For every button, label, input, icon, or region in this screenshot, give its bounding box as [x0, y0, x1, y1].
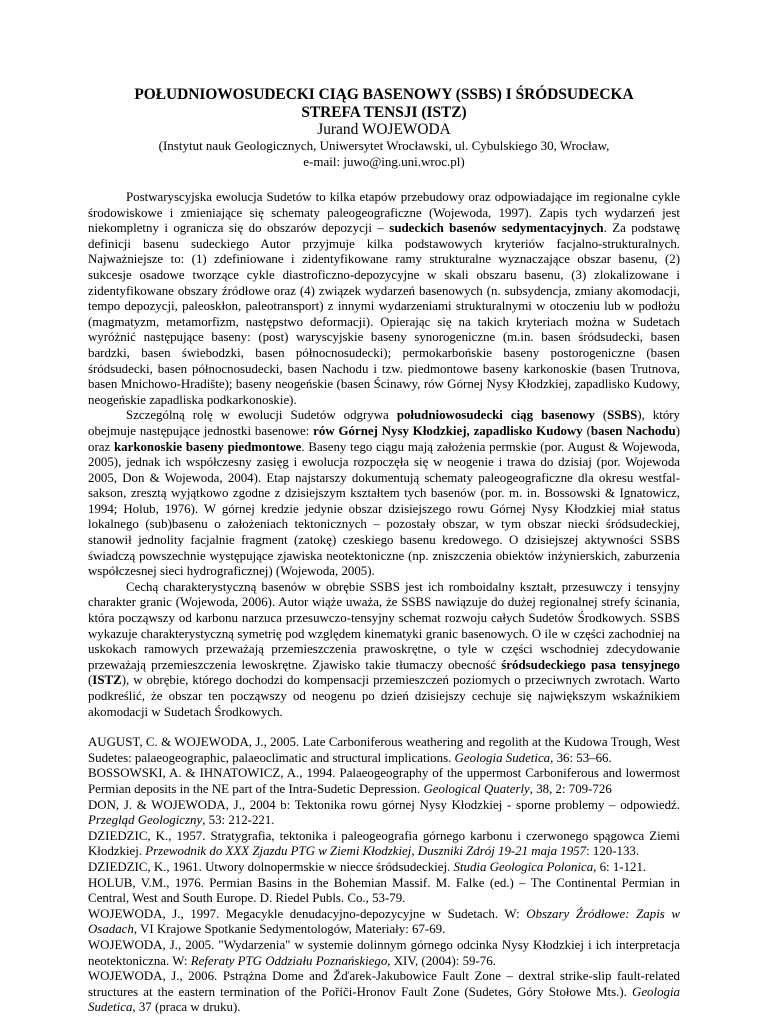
reference-text: , 36: 53–66. — [550, 750, 612, 765]
text-span: ( — [594, 408, 608, 423]
reference-item — [88, 829, 680, 860]
text-span: . Za podstawę definicji basenu sudeckiego Autor przyjmuje kilka podstawowych kryteriów facjalno-strukturalnych. Najważniejsze to: (1) zdefiniowane i zidentyfikowane ramy strukturalne wyznaczające obszar basenu, (2) sukcesje osadowe tworzące cykle diastroficzno-depozycyjne w skali obszaru basenu, (3) zlokalizowane i zidentyfikowane obszary źródłowe oraz (4) związek wydarzeń basenowych (n. subsydencja, zmiany akomodacji, tempo depozycji, paleoskłon, paleotransport) z innymi wydarzeniami strukturalnymi w otoczeniu lub w podłożu (magmatyzm, metamorfizm, następstwo deformacji). Opierając się na takich kryteriach można w Sudetach wyróżnić następujące baseny: (post) waryscyjskie baseny synorogeniczne (m.in. basen śródsudecki, basen bardzki, basen świebodzki, basen północnosudecki); permokarbońskie baseny postorogeniczne (basen śródsudecki, basen północnosudecki, basen Nachodu i tzw. piedmontowe baseny karkonoskie (basen Trutnova, basen Mnichowo-Hradište); baseny neogeńskie (basen Ścinawy, rów Górnej Nysy Kłodzkiej, zapadlisko Kudowy, neogeńskie zapadliska podkarkonoskie). — [88, 221, 680, 407]
reference-text: , 37 (praca w druku). — [132, 1000, 241, 1015]
reference-item — [88, 798, 680, 829]
reference-item — [88, 876, 680, 907]
bold-term: SSBS — [607, 408, 638, 423]
reference-text: HOLUB, V.M., 1976. Permian Basins in the Bohemian Massif. M. Falke (ed.) – The Continental Permian in Central, West and South Europe. D. Riedel Publs. Co., 53-79. — [88, 875, 680, 906]
reference-text: AUGUST, C. & WOJEWODA, J., 2005. Late Carboniferous weathering and regolith at the Kudowa Trough, West Sudetes: palaeogeographic, palaeoclimatic and structural implications. — [88, 735, 680, 765]
text-span: ( — [88, 673, 93, 688]
reference-text: WOJEWODA, J., 2006. Pstrążna Dome and Žďarek-Jakubowice Fault Zone – dextral strike-slip fault-related structures at the eastern termination of the Poříči-Hronov Fault Zone (Sudetes, Góry Stołowe Mts.). — [88, 969, 680, 999]
reference-item — [88, 969, 680, 1016]
text-span: . Baseny tego ciągu mają założenia permskie (por. August & Wojewoda, 2005), jednak ich współczesny zasięg i ewolucja rozpoczęła się w neogenie i trawa do dzisiaj (por. Wojewoda 2005, Don & Wojewoda, 2004). Etap najstarszy dokumentują schematy paleogeograficzne dla okresu westfal-sakson, zresztą wyjątkowo zgodne z dzisiejszym kształtem tych basenów (por. m. in. Bossowski & Ignatowicz, 1994; Holub, 1976). W górnej kredzie jedynie obszar dzisiejszego rowu Górnej Nysy Kłodzkiej miał status lokalnego (sub)basenu o założeniach tektonicznych – pozostały obszar, w tym obszar niecki śródsudeckiej, stanowił jednolity facjalnie fragment (zatokę) czeskiego basenu kredowego. O dzisiejszej aktywności SSBS świadczą powszechnie występujące zjawiska neotektoniczne (np. zniszczenia obiektów inżynierskich, zaburzenia współczesnej sieci hydrograficznej) (Wojewoda, 2005). — [88, 439, 680, 579]
paragraph-3 — [88, 580, 680, 720]
author-name: Jurand WOJEWODA — [317, 121, 451, 138]
reference-item — [88, 735, 680, 766]
reference-source: Referaty PTG Oddziału Poznańskiego, — [190, 953, 391, 968]
reference-text: , VI Krajowe Spotkanie Sedymentologów, Materiały: 67-69. — [133, 922, 446, 937]
reference-source: Przegląd Geologiczny — [88, 813, 203, 828]
text-span: Postwaryscyjska ewolucja Sudetów to kilka etapów przebudowy oraz odpowiadające im regionalne cykle środowiskowe i zmieniające się schematy paleogeograficzne (Wojewoda, 1997). Zapis tych wydarzeń jest niekompletny i ogranicza się do obszarów depozycji – — [88, 190, 680, 236]
paragraph-2 — [88, 408, 680, 580]
abstract-body — [88, 190, 680, 720]
text-span: Cechą charakterystyczną basenów w obrębie SSBS jest ich romboidalny kształt, przesuwczy i tensyjny charakter granic (Wojewoda, 2006). Autor wiąże uważa, że SSBS nawiązuje do dużej regionalnej strefy ścinania, która począwszy od karbonu narzuca przesuwczo-tensyjny schemat rozwoju całych Sudetów Środkowych. SSBS wykazuje charakterystyczną symetrię pod względem kinematyki granic basenowych. O ile w części zachodniej na uskokach ramowych przeważają przemieszczenia prawoskrętne, o tyle w części wschodniej zdecydowanie przeważają przemieszczenia lewoskrętne. Zjawisko takie tłumaczy obecność — [88, 579, 680, 672]
reference-text: , 6: 1-121. — [593, 859, 647, 874]
text-span: ), w obrębie, którego dochodzi do kompensacji przemieszczeń poziomych o przeciwnych zwrotach. Warto podkreślić, że obszar ten począwszy od neogenu po dzień dzisiejszy cechuje się największym wskaźnikiem akomodacji w Sudetach Środkowych. — [88, 673, 680, 719]
bold-term: południowosudecki ciąg basenowy — [396, 408, 595, 423]
reference-source: Geological Quaterly — [423, 781, 530, 796]
reference-item — [88, 766, 680, 797]
reference-text: DON, J. & WOJEWODA, J., 2004 b: Tektonika rowu górnej Nysy Kłodzkiej - sporne problemy – odpowiedź. — [88, 797, 680, 812]
reference-text: BOSSOWSKI, A. & IHNATOWICZ, A., 1994. Palaeogeography of the uppermost Carboniferous and lowermost Permian deposits in the NE part of the Intra-Sudetic Depression. — [88, 766, 680, 796]
reference-source: Geologia Sudetica — [88, 984, 680, 1015]
reference-text: WOJEWODA, J., 2005. "Wydarzenia" w systemie dolinnym górnego odcinka Nysy Kłodzkiej i ich interpretacja neotektoniczna. W: — [88, 937, 680, 968]
text-span: ), który obejmuje następujące jednostki basenowe: — [88, 408, 680, 438]
reference-source: Studia Geologica Polonica — [453, 859, 594, 874]
bold-term: rów Górnej Nysy Kłodzkiej, zapadlisko Kudowy — [313, 423, 583, 438]
reference-text: , 38, 2: 709-726 — [529, 781, 612, 796]
reference-item — [88, 938, 680, 969]
bold-term: basen Nachodu — [590, 423, 676, 438]
text-span: ( — [582, 423, 591, 438]
reference-source: Przewodnik do XXX Zjazdu PTG w Ziemi Kłodzkiej, Duszniki Zdrój 19-21 maja 1957 — [145, 844, 587, 859]
reference-item — [88, 860, 680, 876]
reference-text: DZIEDZIC, K., 1957. Stratygrafia, tektonika i paleogeografia górnego karbonu i czerwonego spągowca Ziemi Kłodzkiej. — [88, 828, 680, 859]
affiliation — [88, 138, 680, 169]
reference-text: DZIEDZIC, K., 1961. Utwory dolnopermskie w niecce śródsudeckiej. — [88, 859, 454, 874]
reference-source: Obszary Źródłowe: Zapis w Osadach — [88, 906, 680, 937]
reference-item — [88, 907, 680, 938]
text-span: ) oraz — [88, 423, 680, 454]
affiliation-line-2: e-mail: juwo@ing.uni.wroc.pl) — [303, 153, 465, 169]
reference-text: : 120-133. — [586, 844, 640, 859]
affiliation-line-1: (Instytut nauk Geologicznych, Uniwersytet Wrocławski, ul. Cybulskiego 30, Wrocław, — [158, 138, 610, 153]
bold-term: sudeckich basenów sedymentacyjnych — [389, 221, 604, 236]
reference-text: XIV, (2004): 59-76. — [390, 953, 496, 968]
document-title: POŁUDNIOWOSUDECKI CIĄG BASENOWY (SSBS) I ŚRÓDSUDECKA STREFA TENSJI (ISTZ) — [134, 86, 634, 121]
text-span: Szczególną rolę w ewolucji Sudetów odgrywa — [126, 408, 397, 423]
bold-term: ISTZ — [92, 673, 122, 688]
reference-text: , 53: 212-221. — [202, 813, 275, 828]
bold-term: karkonoskie baseny piedmontowe — [113, 439, 302, 454]
paragraph-1 — [88, 190, 680, 408]
reference-source: Geologia Sudetica — [454, 750, 551, 765]
reference-text: WOJEWODA, J., 1997. Megacykle denudacyjno-depozycyjne w Sudetach. W: — [88, 906, 527, 921]
bold-term: śródsudeckiego pasa tensyjnego — [501, 657, 680, 672]
references-list — [88, 735, 680, 1016]
